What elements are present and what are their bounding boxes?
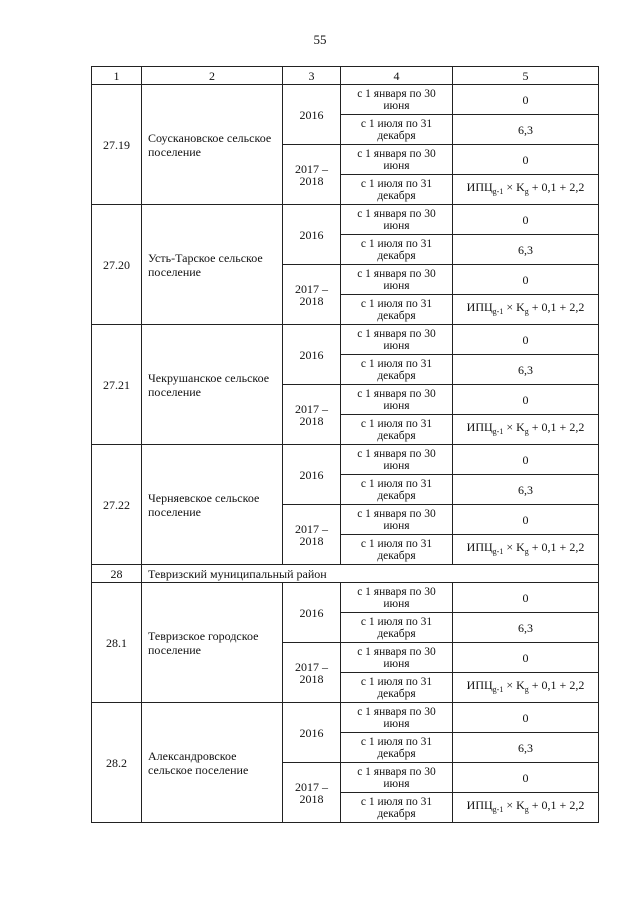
year-cell: 2016 [283,205,341,265]
section-name: Тевризский муниципальный район [142,565,599,583]
entry-code: 27.20 [92,205,142,325]
entry-code: 27.21 [92,325,142,445]
period-cell: с 1 января по 30 июня [341,385,453,415]
formula-rest: + 0,1 + 2,2 [531,180,585,194]
formula-ipc: ИПЦ [466,180,493,194]
formula-k-subscript: g [524,805,529,814]
tariff-value: 6,3 [453,115,599,145]
page-number: 55 [313,32,327,47]
tariff-value: 0 [453,445,599,475]
year-cell: 2017 – 2018 [283,265,341,325]
formula-rest: + 0,1 + 2,2 [531,678,585,692]
tariff-value: 0 [453,265,599,295]
period-cell: с 1 июля по 31 декабря [341,475,453,505]
table-row [92,445,599,475]
tariff-value: 6,3 [453,475,599,505]
tariff-value: 6,3 [453,235,599,265]
table-row [92,85,599,115]
entry-code: 27.19 [92,85,142,205]
formula-k-subscript: g [524,547,529,556]
tariff-formula [453,793,599,823]
table-row [92,325,599,355]
period-cell: с 1 января по 30 июня [341,763,453,793]
period-cell: с 1 января по 30 июня [341,445,453,475]
section-row [92,565,599,583]
tariff-formula [453,415,599,445]
period-cell: с 1 января по 30 июня [341,643,453,673]
table-row [92,205,599,235]
table-row [92,703,599,733]
year-cell: 2016 [283,703,341,763]
tariff-value: 0 [453,85,599,115]
period-cell: с 1 января по 30 июня [341,703,453,733]
period-cell: с 1 июля по 31 декабря [341,175,453,205]
year-cell: 2016 [283,85,341,145]
table-row [92,583,599,613]
period-cell: с 1 января по 30 июня [341,205,453,235]
period-cell: с 1 января по 30 июня [341,583,453,613]
period-cell: с 1 января по 30 июня [341,265,453,295]
formula-times-k: × K [506,798,525,812]
entry-name: Соускановское сельское поселение [142,85,283,205]
tariff-table [91,66,599,823]
tariff-value: 6,3 [453,613,599,643]
period-cell: с 1 июля по 31 декабря [341,673,453,703]
column-header: 2 [142,67,283,85]
formula-rest: + 0,1 + 2,2 [531,300,585,314]
header-row [92,67,599,85]
tariff-value: 0 [453,385,599,415]
period-cell: с 1 января по 30 июня [341,85,453,115]
period-cell: с 1 июля по 31 декабря [341,115,453,145]
tariff-formula [453,673,599,703]
period-cell: с 1 января по 30 июня [341,145,453,175]
formula-rest: + 0,1 + 2,2 [531,798,585,812]
entry-name: Усть-Тарское сельское поселение [142,205,283,325]
year-cell: 2017 – 2018 [283,145,341,205]
year-cell: 2016 [283,583,341,643]
entry-name: Тевризское городское поселение [142,583,283,703]
formula-ipc: ИПЦ [466,420,493,434]
tariff-value: 0 [453,205,599,235]
formula-ipc: ИПЦ [466,798,493,812]
entry-code: 27.22 [92,445,142,565]
year-cell: 2017 – 2018 [283,643,341,703]
section-code: 28 [92,565,142,583]
formula-times-k: × K [506,540,525,554]
period-cell: с 1 июля по 31 декабря [341,535,453,565]
formula-ipc-subscript: g-1 [492,307,504,316]
column-header: 1 [92,67,142,85]
tariff-formula [453,295,599,325]
year-cell: 2016 [283,445,341,505]
formula-k-subscript: g [524,685,529,694]
tariff-value: 0 [453,703,599,733]
period-cell: с 1 июля по 31 декабря [341,415,453,445]
period-cell: с 1 июля по 31 декабря [341,613,453,643]
entry-code: 28.2 [92,703,142,823]
formula-k-subscript: g [524,427,529,436]
year-cell: 2017 – 2018 [283,385,341,445]
tariff-value: 0 [453,763,599,793]
formula-times-k: × K [506,420,525,434]
column-header: 5 [453,67,599,85]
formula-ipc: ИПЦ [466,540,493,554]
tariff-value: 0 [453,583,599,613]
formula-rest: + 0,1 + 2,2 [531,540,585,554]
column-header: 3 [283,67,341,85]
tariff-formula [453,535,599,565]
tariff-value: 6,3 [453,355,599,385]
year-cell: 2017 – 2018 [283,763,341,823]
tariff-formula [453,175,599,205]
period-cell: с 1 июля по 31 декабря [341,295,453,325]
formula-ipc-subscript: g-1 [492,427,504,436]
tariff-value: 0 [453,145,599,175]
tariff-value: 0 [453,643,599,673]
entry-code: 28.1 [92,583,142,703]
entry-name: Александровское сельское поселение [142,703,283,823]
formula-rest: + 0,1 + 2,2 [531,420,585,434]
period-cell: с 1 июля по 31 декабря [341,235,453,265]
formula-ipc-subscript: g-1 [492,685,504,694]
formula-k-subscript: g [524,187,529,196]
formula-ipc-subscript: g-1 [492,547,504,556]
formula-ipc-subscript: g-1 [492,805,504,814]
entry-name: Черняевское сельское поселение [142,445,283,565]
period-cell: с 1 июля по 31 декабря [341,355,453,385]
column-header: 4 [341,67,453,85]
formula-ipc: ИПЦ [466,300,493,314]
period-cell: с 1 июля по 31 декабря [341,793,453,823]
period-cell: с 1 января по 30 июня [341,505,453,535]
tariff-value: 6,3 [453,733,599,763]
formula-k-subscript: g [524,307,529,316]
year-cell: 2016 [283,325,341,385]
period-cell: с 1 января по 30 июня [341,325,453,355]
period-cell: с 1 июля по 31 декабря [341,733,453,763]
tariff-value: 0 [453,325,599,355]
formula-ipc-subscript: g-1 [492,187,504,196]
formula-times-k: × K [506,300,525,314]
formula-ipc: ИПЦ [466,678,493,692]
year-cell: 2017 – 2018 [283,505,341,565]
entry-name: Чекрушанское сельское поселение [142,325,283,445]
formula-times-k: × K [506,180,525,194]
tariff-value: 0 [453,505,599,535]
formula-times-k: × K [506,678,525,692]
